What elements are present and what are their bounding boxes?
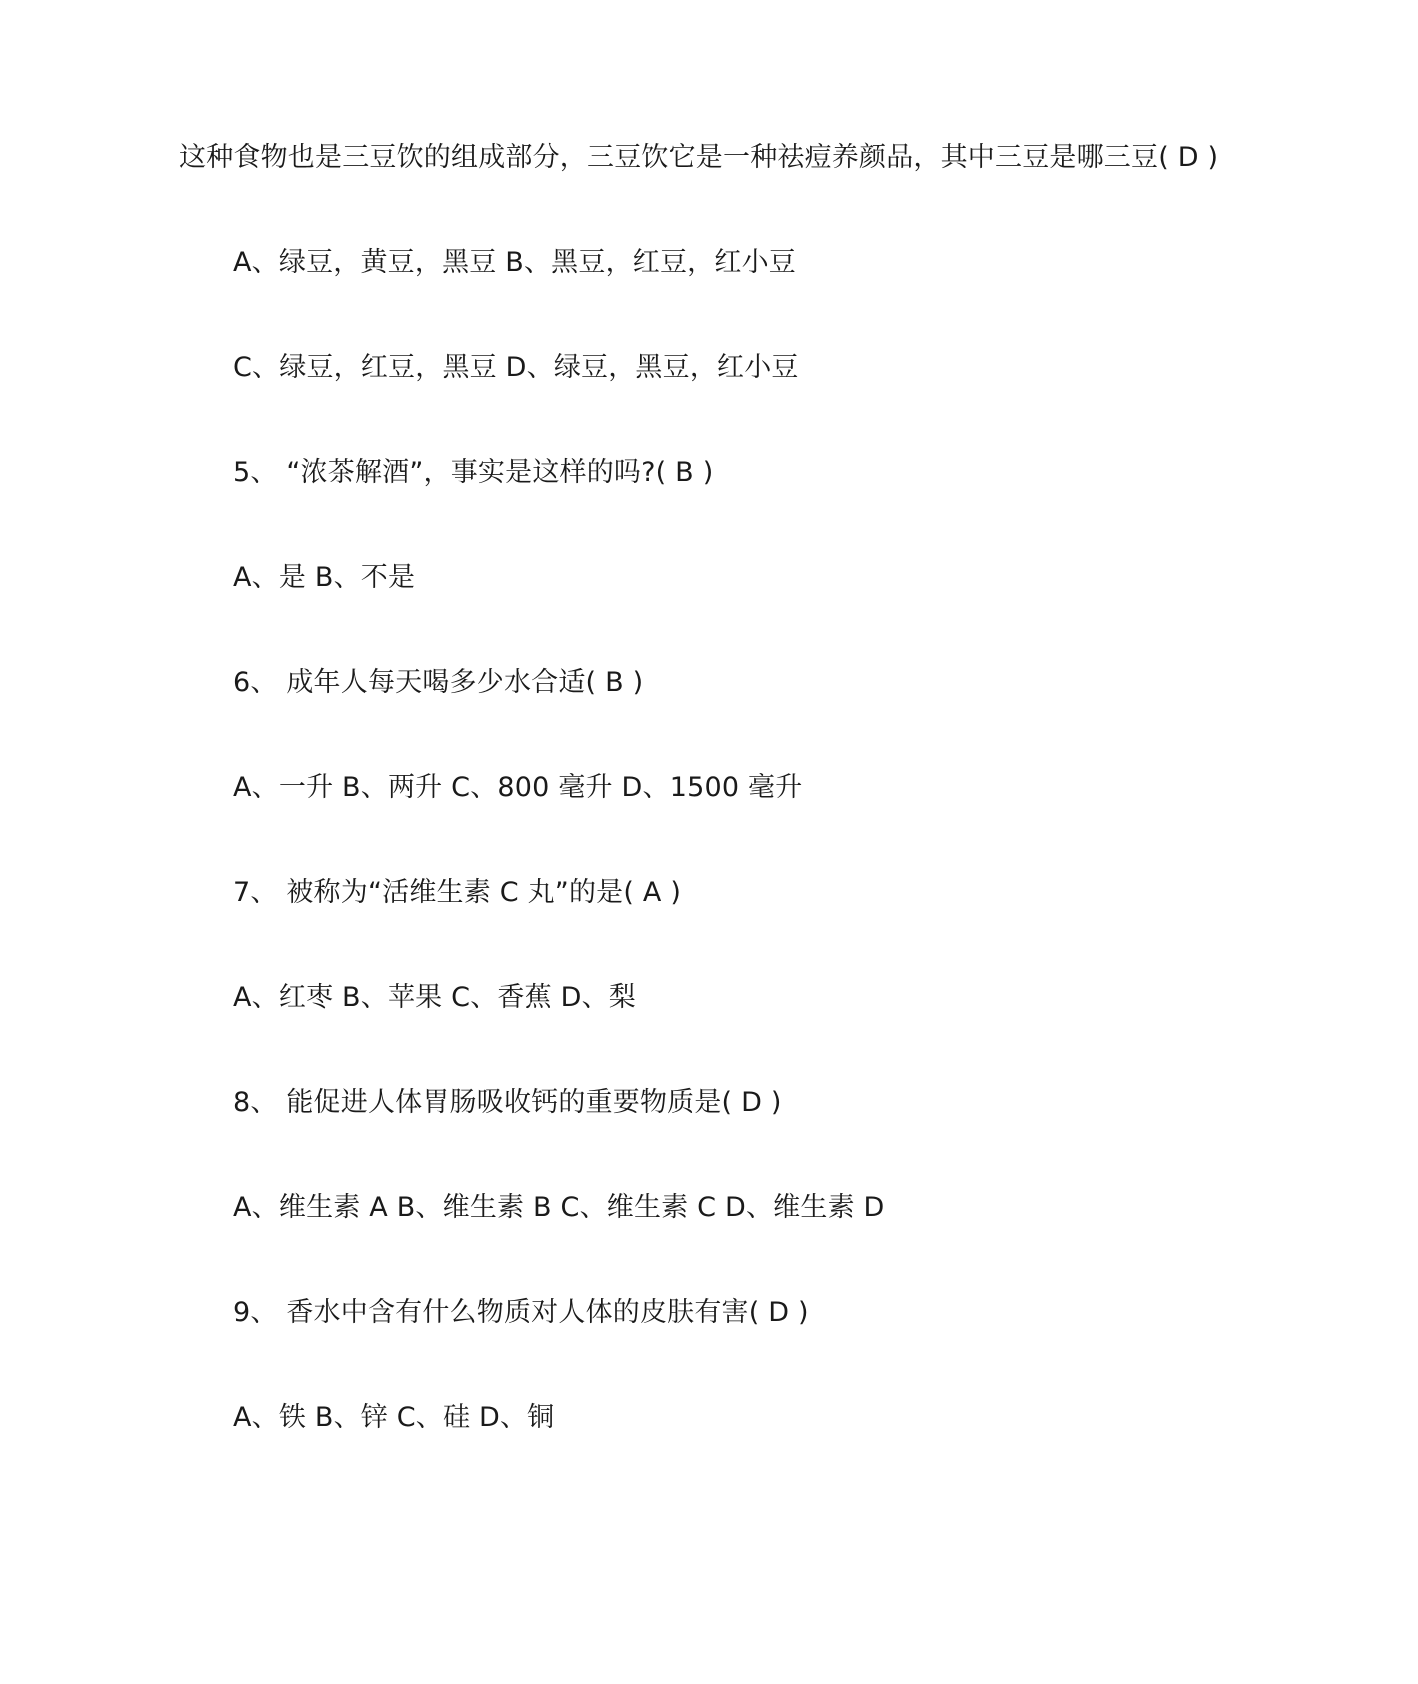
question-4-options-cd: C、绿豆，红豆，黑豆 D、绿豆，黑豆，红小豆 xyxy=(233,352,799,383)
question-6-options: A、一升 B、两升 C、800 毫升 D、1500 毫升 xyxy=(233,772,803,803)
question-9: 9、 香水中含有什么物质对人体的皮肤有害( D ) xyxy=(233,1297,809,1328)
question-7: 7、 被称为“活维生素 C 丸”的是( A ) xyxy=(233,877,682,908)
question-8-options: A、维生素 A B、维生素 B C、维生素 C D、维生素 D xyxy=(233,1192,885,1223)
question-7-options: A、红枣 B、苹果 C、香蕉 D、梨 xyxy=(233,982,636,1013)
question-4-continuation: 这种食物也是三豆饮的组成部分，三豆饮它是一种祛痘养颜品，其中三豆是哪三豆( D ) xyxy=(179,142,1219,173)
question-6: 6、 成年人每天喝多少水合适( B ) xyxy=(233,667,644,698)
question-5: 5、 “浓茶解酒”，事实是这样的吗?( B ) xyxy=(233,457,714,488)
question-5-options: A、是 B、不是 xyxy=(233,562,416,593)
question-8: 8、 能促进人体胃肠吸收钙的重要物质是( D ) xyxy=(233,1087,782,1118)
question-9-options: A、铁 B、锌 C、硅 D、铜 xyxy=(233,1402,555,1433)
question-4-options-ab: A、绿豆，黄豆，黑豆 B、黑豆，红豆，红小豆 xyxy=(233,247,796,278)
